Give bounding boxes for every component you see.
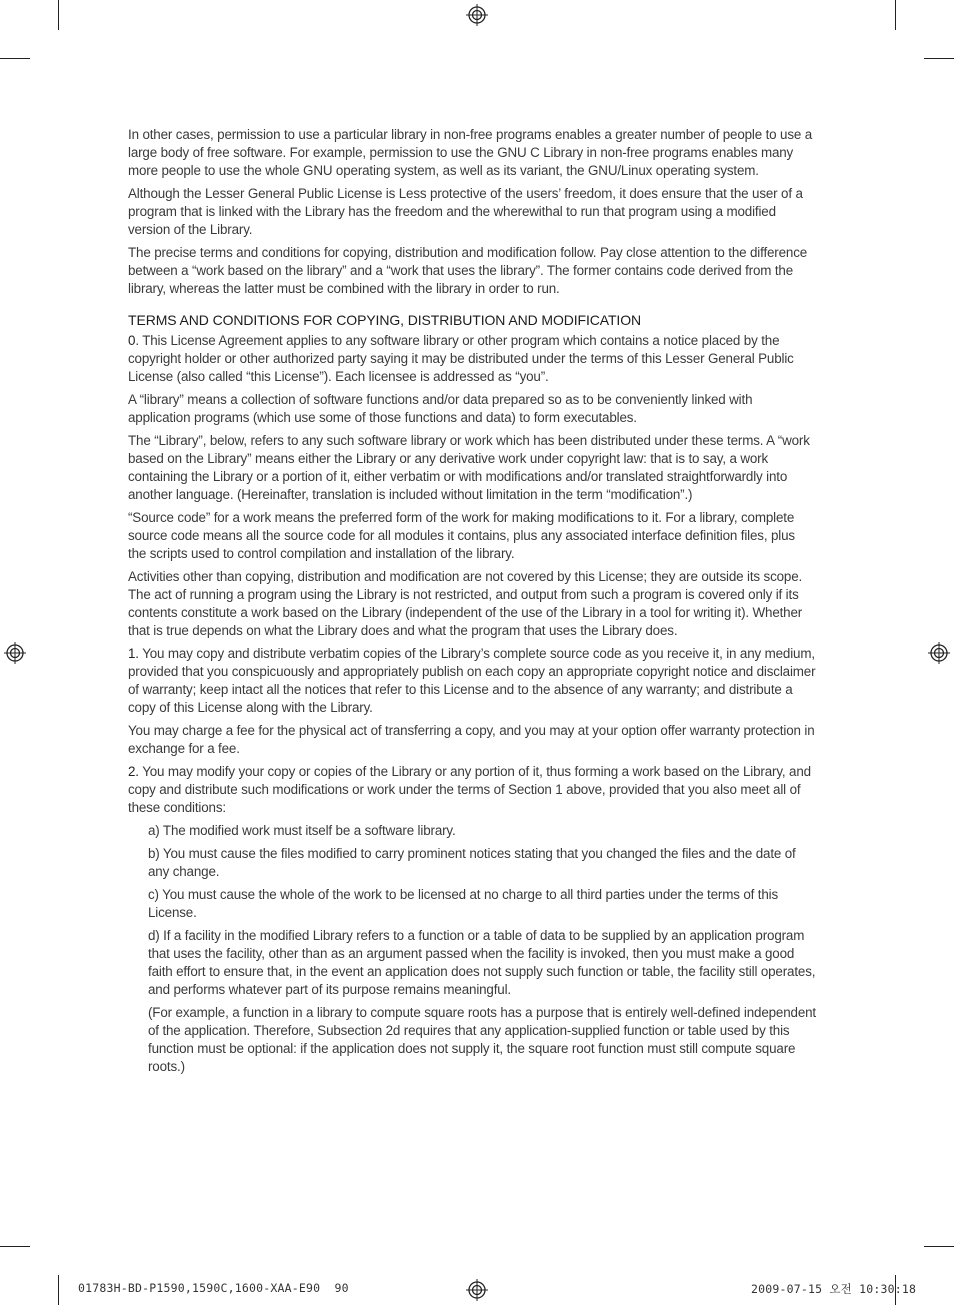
- section-number: 1.: [128, 646, 139, 661]
- section-number: 0: [128, 333, 136, 348]
- crop-mark: [58, 0, 59, 30]
- condition-item: (For example, a function in a library to compute square roots has a purpose that is entirely well-defined independent of the application. Therefore, Subsection 2d requires that any application-supplied function or table used by this function must be optional: if the application does not supply it, the square root function must still compute square roots.): [148, 1005, 816, 1074]
- section-2-lead: [128, 763, 816, 817]
- section-text: You may modify your copy or copies of the Library or any portion of it, thus forming a work based on the Library, and copy and distribute such modifications or work under the terms of Section 1 above, provided that you also meet all of these conditions:: [128, 764, 811, 815]
- crop-mark: [58, 1275, 59, 1305]
- section-0-paragraph: Activities other than copying, distribution and modification are not covered by this License; they are outside its scope. The act of running a program using the Library is not restricted, and output from such a program is covered only if its contents constitute a work based on the Library (independent of the use of the Library in a tool for writing it). Whether that is true depends on what the Library does and what the program that uses the Library does.: [128, 569, 803, 638]
- document-body: [128, 126, 816, 1081]
- file-label: 01783H-BD-P1590,1590C,1600-XAA-E90: [78, 1281, 321, 1295]
- crop-mark: [0, 58, 30, 59]
- intro-paragraph: In other cases, permission to use a particular library in non-free programs enables a greater number of people to use a large body of free software. For example, permission to use the GNU C Library in non-free programs enables many more people to use the whole GNU operating system, as well as its variant, the GNU/Linux operating system.: [128, 127, 813, 178]
- section-1-paragraph: You may charge a fee for the physical act of transferring a copy, and you may at your option offer warranty protection in exchange for a fee.: [128, 723, 815, 756]
- registration-mark-icon: [928, 642, 950, 664]
- page-number: 90: [334, 1281, 349, 1295]
- section-1-lead: [128, 645, 816, 717]
- footer-timestamp: 2009-07-15 오전 10:30:18: [751, 1282, 917, 1296]
- crop-mark: [924, 58, 954, 59]
- section-text: You may copy and distribute verbatim copies of the Library’s complete source code as you receive it, in any medium, provided that you conspicuously and appropriately publish on each copy an appropriate copyright notice and disclaimer of warranty; keep intact all the notices that refer to this License and to the absence of any warranty; and distribute a copy of this License along with the Library.: [128, 646, 816, 715]
- registration-mark-icon: [466, 4, 488, 26]
- condition-item: b) You must cause the files modified to carry prominent notices stating that you changed the files and the date of any change.: [148, 846, 796, 879]
- section-0-paragraph: “Source code” for a work means the preferred form of the work for making modifications to it. For a library, complete source code means all the source code for all modules it contains, plus any associated interface definition files, plus the scripts used to control compilation and installation of the library.: [128, 510, 795, 561]
- condition-item: d) If a facility in the modified Library refers to a function or a table of data to be supplied by an application program that uses the facility, other than as an argument passed when the facility is invoked, then you must make a good faith effort to ensure that, in the event an application does not supply such function or table, the facility still operates, and performs whatever part of its purpose remains meaningful.: [148, 928, 816, 997]
- registration-mark-icon: [4, 642, 26, 664]
- section-0-lead: [128, 332, 816, 386]
- intro-paragraph: Although the Lesser General Public License is Less protective of the users’ freedom, it does ensure that the user of a program that is linked with the Library has the freedom and the wherewithal to run that program using a modified version of the Library.: [128, 186, 803, 237]
- section-text: . This License Agreement applies to any software library or other program which contains a notice placed by the copyright holder or other authorized party saying it may be distributed under the terms of this Lesser General Public License (also called “this License”). Each licensee is addressed as “you”.: [128, 333, 794, 384]
- crop-mark: [924, 1246, 954, 1247]
- section-number: 2.: [128, 764, 139, 779]
- intro-paragraph: The precise terms and conditions for copying, distribution and modification follow. Pay close attention to the difference between a “work based on the library” and a “work that uses the library”. The former contains code derived from the library, whereas the latter must be combined with the library in order to run.: [128, 245, 808, 296]
- crop-mark: [0, 1246, 30, 1247]
- crop-mark: [895, 0, 896, 30]
- condition-item: c) You must cause the whole of the work to be licensed at no charge to all third parties under the terms of this License.: [148, 887, 779, 920]
- section-heading: TERMS AND CONDITIONS FOR COPYING, DISTRIBUTION AND MODIFICATION: [128, 312, 642, 328]
- registration-mark-icon: [466, 1279, 488, 1301]
- footer-file-label: [78, 1281, 349, 1295]
- section-0-paragraph: The “Library”, below, refers to any such software library or work which has been distributed under these terms. A “work based on the Library” means either the Library or any derivative work under copyright law: that is to say, a work containing the Library or a portion of it, either verbatim or with modifications and/or translated straightforwardly into another language. (Hereinafter, translation is included without limitation in the term “modification”.): [128, 433, 810, 502]
- section-0-paragraph: A “library” means a collection of software functions and/or data prepared so as to be conveniently linked with application programs (which use some of those functions and data) to form executables.: [128, 392, 753, 425]
- condition-item: a) The modified work must itself be a software library.: [148, 823, 456, 838]
